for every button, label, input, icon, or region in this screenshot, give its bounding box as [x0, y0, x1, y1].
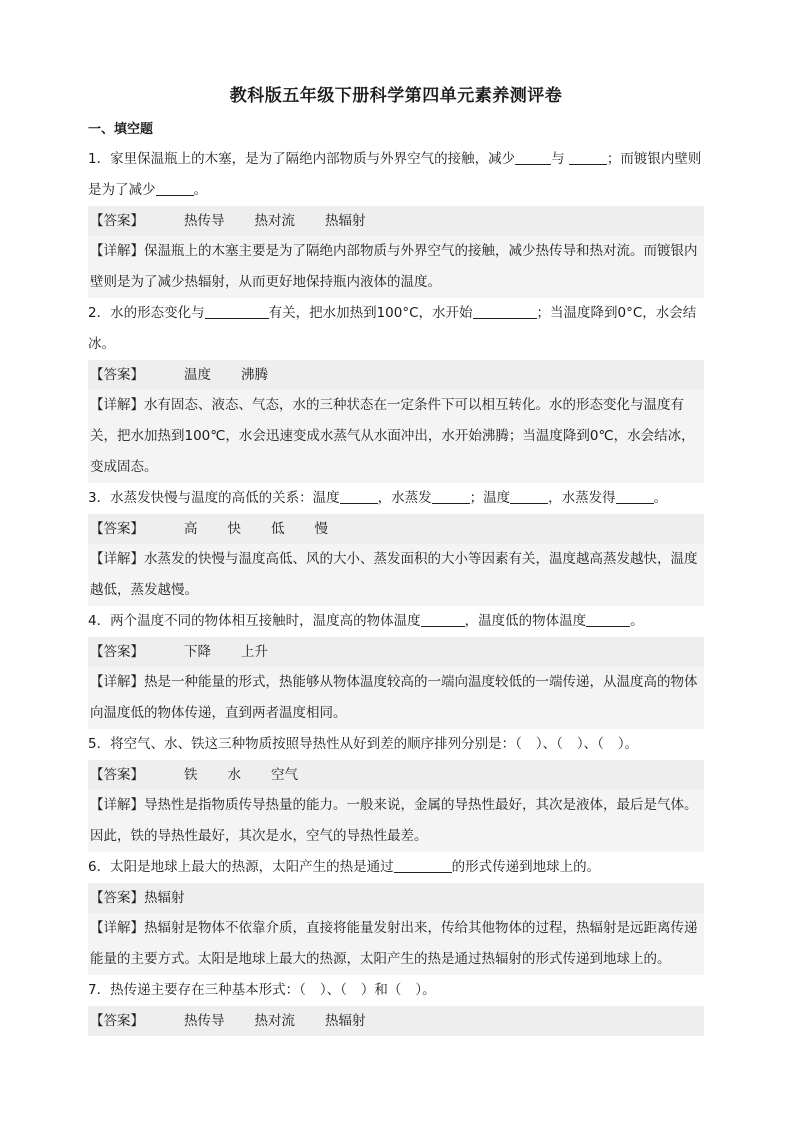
answer-label: 【答案】	[90, 644, 144, 660]
answer-item: 热传导	[184, 213, 225, 229]
answer-blank[interactable]	[432, 489, 470, 504]
question-text: ；而镀银内壁则是为了减少	[88, 151, 702, 198]
answer-blank[interactable]	[205, 304, 269, 319]
question-text: ，温度低的物体温度	[464, 613, 587, 629]
answer-item: 空气	[271, 767, 298, 783]
answer-row	[88, 360, 704, 390]
question-text: 5．将空气、水、铁这三种物质按照导热性从好到差的顺序排列分别是：（	[88, 736, 522, 752]
answer-row	[88, 1006, 704, 1036]
question-text: ）。	[415, 982, 436, 998]
answer-blank[interactable]	[156, 181, 194, 196]
page-title: 教科版五年级下册科学第四单元素养测评卷	[229, 86, 563, 106]
answer-item: 快	[227, 521, 241, 537]
explanation-text: 热是一种能量的形式，热能够从物体温度较高的一端向温度较低的一端传递，从温度高的物体向温度低的物体传递，直到两者温度相同。	[90, 674, 698, 721]
answer-item: 温度	[184, 367, 211, 383]
explanation-text: 保温瓶上的木塞主要是为了隔绝内部物质与外界空气的接触，减少热传导和热对流。而镀银内壁则是为了减少热辐射，从而更好地保持瓶内液体的温度。	[90, 243, 698, 290]
explanation-text: 水蒸发的快慢与温度高低、风的大小、蒸发面积的大小等因素有关，温度越高蒸发越快，温度越低，蒸发越慢。	[90, 551, 698, 598]
question-text: ）、（	[319, 982, 347, 998]
worksheet-page	[88, 84, 704, 1036]
answer-label: 【答案】	[90, 767, 144, 783]
question-text: 。	[193, 182, 207, 198]
question-text: 7．热传递主要存在三种基本形式：（	[88, 982, 306, 998]
question-text: ）、（	[535, 736, 563, 752]
question-text: ；当温度降到0°C，水会结冰。	[88, 305, 697, 352]
answer-item: 高	[184, 521, 198, 537]
answer-blank[interactable]	[510, 489, 548, 504]
answer-blank[interactable]	[473, 304, 537, 319]
question-5	[88, 729, 704, 760]
explanation-text: 热辐射是物体不依靠介质，直接将能量发射出来，传给其他物体的过程，热辐射是远距离传递能量的主要方式。太阳是地球上最大的热源，太阳产生的热是通过热辐射的形式传递到地球上的。	[90, 920, 698, 967]
question-7	[88, 975, 704, 1006]
answer-item: 下降	[184, 644, 211, 660]
question-text: 有关，把水加热到100°C，水开始	[268, 305, 473, 321]
answer-label: 【答案】	[90, 367, 144, 383]
question-text: 3．水蒸发快慢与温度的高低的关系：温度	[88, 490, 340, 506]
answer-row	[88, 206, 704, 236]
answer-item: 铁	[184, 767, 198, 783]
answer-row	[88, 637, 704, 667]
answer-item: 热对流	[254, 1013, 295, 1029]
answer-item: 上升	[241, 644, 268, 660]
answer-blank[interactable]	[340, 489, 378, 504]
answer-item: 低	[271, 521, 285, 537]
question-text: 。	[653, 490, 668, 506]
explanation-row	[88, 790, 704, 852]
explain-label: 【详解】	[90, 397, 144, 413]
explain-label: 【详解】	[90, 797, 144, 813]
explanation-row	[88, 913, 704, 975]
answer-blank[interactable]	[394, 858, 452, 873]
answer-blank[interactable]	[616, 489, 654, 504]
question-4	[88, 606, 704, 637]
answer-row	[88, 514, 704, 544]
answer-item: 沸腾	[241, 367, 268, 383]
answer-item: 热对流	[254, 213, 295, 229]
question-text: ，水蒸发得	[548, 490, 616, 506]
answer-label: 【答案】	[90, 521, 144, 537]
explanation-row	[88, 544, 704, 606]
answer-blank[interactable]	[515, 150, 551, 165]
question-text: 2．水的形态变化与	[88, 305, 205, 321]
question-text: ；温度	[469, 490, 511, 506]
explanation-text: 水有固态、液态、气态，水的三种状态在一定条件下可以相互转化。水的形态变化与温度有关，把水加热到100℃，水会迅速变成水蒸气从水面冲出，水开始沸腾；当温度降到0℃，水会结冰，变成固态。	[90, 397, 695, 475]
question-6	[88, 852, 704, 883]
answer-item: 热传导	[184, 1013, 225, 1029]
question-text: ）、（	[576, 736, 604, 752]
answer-item: 热辐射	[144, 890, 185, 906]
question-text: 与	[551, 151, 565, 167]
question-text: 。	[630, 613, 644, 629]
question-text: 的形式传递到地球上的。	[451, 859, 601, 875]
answer-label: 【答案】	[90, 213, 144, 229]
question-text: ）。	[617, 736, 639, 752]
answer-blank[interactable]	[586, 612, 630, 627]
answer-label: 【答案】	[90, 1013, 144, 1029]
question-text: 6．太阳是地球上最大的热源，太阳产生的热是通过	[88, 859, 394, 875]
explanation-row	[88, 390, 704, 483]
question-1	[88, 144, 704, 206]
explain-label: 【详解】	[90, 243, 144, 259]
question-3	[88, 483, 704, 514]
section-title: 一、填空题	[88, 122, 154, 137]
answer-item: 热辐射	[325, 213, 366, 229]
question-text: ）和（	[360, 982, 402, 998]
question-text: 1．家里保温瓶上的木塞，是为了隔绝内部物质与外界空气的接触，减少	[88, 151, 516, 167]
answer-label: 【答案】	[90, 890, 144, 906]
answer-blank[interactable]	[569, 150, 607, 165]
question-text: ，水蒸发	[377, 490, 432, 506]
answer-item: 慢	[314, 521, 328, 537]
explain-label: 【详解】	[90, 674, 144, 690]
explain-label: 【详解】	[90, 551, 144, 567]
question-text: 4．两个温度不同的物体相互接触时，温度高的物体温度	[88, 613, 421, 629]
answer-blank[interactable]	[421, 612, 465, 627]
explanation-text: 导热性是指物质传导热量的能力。一般来说，金属的导热性最好，其次是液体，最后是气体。因此，铁的导热性最好，其次是水，空气的导热性最差。	[90, 797, 698, 844]
explanation-row	[88, 667, 704, 729]
explain-label: 【详解】	[90, 920, 144, 936]
answer-item: 水	[227, 767, 241, 783]
answer-row	[88, 883, 704, 913]
answer-item: 热辐射	[325, 1013, 366, 1029]
question-2	[88, 298, 704, 360]
answer-row	[88, 760, 704, 790]
explanation-row	[88, 236, 704, 298]
